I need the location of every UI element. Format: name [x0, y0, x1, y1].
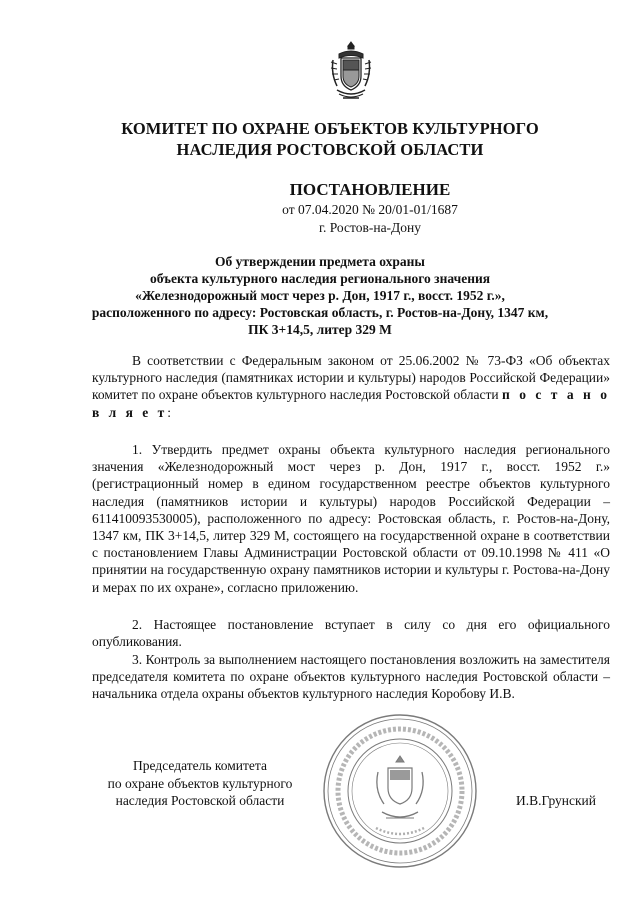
item-2-paragraph: 2. Настоящее постановление вступает в силу со дня его официального опубликования. [92, 617, 610, 650]
signer-position-line-2: по охране объектов культурного [107, 775, 293, 791]
preamble-end: : [167, 404, 172, 420]
subject-line-1: Об утверждении предмета охраны [215, 254, 425, 269]
subject-line-4: расположенного по адресу: Ростовская область, г. Ростов-на-Дону, 1347 км, [91, 305, 549, 320]
document-city: г. Ростов-на-Дону [318, 220, 421, 235]
rostov-coat-of-arms-icon [329, 40, 373, 102]
item-3-paragraph: 3. Контроль за выполнением настоящего постановления возложить на заместителя председателя комитета по охране объектов культурного наследия Ростовской области – начальника отдела охраны объектов культурного наследия Коробову И.В. [92, 652, 610, 702]
signer-position [90, 757, 310, 810]
preamble-text: В соответствии с Федеральным законом от 25.06.2002 № 73-ФЗ «Об объектах культурного наследия (памятниках истории и культуры) народов Российской Федерации» комитет по охране объектов культурного наследия Ростовской области [92, 353, 610, 403]
subject-line-2: объекта культурного наследия регионального значения [149, 271, 491, 286]
document-type: ПОСТАНОВЛЕНИЕ [289, 180, 451, 199]
org-line-2: НАСЛЕДИЯ РОСТОВСКОЙ ОБЛАСТИ [176, 140, 484, 159]
item-1-paragraph: 1. Утвердить предмет охраны объекта культурного наследия регионального значения «Железнодорожный мост через р. Дон, 1917 г., восст. 1952 г.» (регистрационный номер в едином государственном реестре объектов культурного наследия (памятников истории и культуры) народов Российской Федерации – 611410093530005), расположенного по адресу: Ростовская область, г. Ростов-на-Дону, 1347 км, ПК 3+14,5, литер 329 М, состоящего на государственной охране в соответствии с постановлением Главы Администрации Ростовской области от 09.10.1998 № 411 «О принятии на государственную охрану памятников истории и культуры г. Ростова-на-Дону и мерах по их охране», согласно приложению. [92, 442, 610, 595]
official-stamp-icon [320, 712, 480, 870]
subject-line-3: «Железнодорожный мост через р. Дон, 1917 г., восст. 1952 г.», [135, 288, 505, 303]
signer-position-line-3: наследия Ростовской области [115, 793, 285, 808]
signer-position-line-1: Председатель комитета [133, 758, 267, 773]
organization-name [120, 118, 540, 160]
document-subject [90, 253, 550, 338]
preamble-verb: п о с т а н о в л я е т [92, 387, 610, 420]
preamble-paragraph [92, 352, 610, 421]
signer-name: И.В.Грунский [516, 793, 597, 808]
org-line-1: КОМИТЕТ ПО ОХРАНЕ ОБЪЕКТОВ КУЛЬТУРНОГО [121, 119, 539, 138]
document-number: от 07.04.2020 № 20/01-01/1687 [282, 202, 458, 217]
subject-line-5: ПК 3+14,5, литер 329 М [248, 322, 392, 337]
